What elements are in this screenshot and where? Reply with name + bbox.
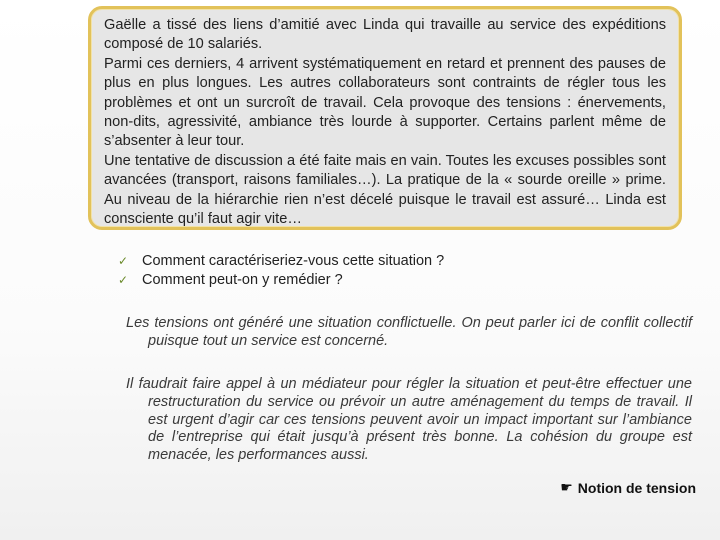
checkmark-icon: ✓	[118, 273, 129, 288]
pointing-hand-icon: ☛	[560, 479, 573, 495]
link-label: Notion de tension	[577, 479, 696, 496]
answer-1: Les tensions ont généré une situation conflictuelle. On peut parler ici de conflit collectif puisque tout un service est concerné.	[126, 315, 692, 349]
checkmark-icon: ✓	[118, 254, 129, 268]
question-list	[118, 252, 678, 290]
case-paragraph-1: Gaëlle a tissé des liens d’amitié avec Linda qui travaille au service des expéditions composé de 10 salariés.	[104, 17, 666, 53]
answer-2: Il faudrait faire appel à un médiateur pour régler la situation et peut-être effectuer une restructuration du service ou prévoir un autre aménagement du temps de travail. Il est urgent d’agir car ces tensions peuvent avoir un impact important sur l’ambiance de l’entreprise qui était jusqu’à présent très bonne. La cohésion du groupe est menacée, les performances aussi.	[126, 376, 692, 464]
case-paragraph-3: Une tentative de discussion a été faite mais en vain. Toutes les excuses possibles sont avancées (transport, raisons familiales…). La pratique de la « sourde oreille » prime. Au niveau de la hiérarchie rien n’est décelé puisque le travail est assuré… Linda est consciente qu’il faut agir vite…	[104, 152, 666, 228]
case-paragraph-2: Parmi ces derniers, 4 arrivent systématiquement en retard et prennent des pauses de plus en plus longues. Les autres collaborateurs sont contraints de régler tous les problèmes et ont un surcroît de travail. Cela provoque des tensions : énervements, non-dits, agressivité, ambiance très lourde à supporter. Certains parlent même de s’absenter à leur tour.	[104, 55, 666, 150]
notion-de-tension-link[interactable]	[560, 479, 696, 496]
question-text: Comment peut-on y remédier ?	[142, 272, 343, 289]
question-item	[118, 252, 678, 271]
question-text: Comment caractériseriez-vous cette situation ?	[142, 253, 445, 269]
case-study-box	[88, 6, 682, 230]
question-item	[118, 271, 678, 290]
